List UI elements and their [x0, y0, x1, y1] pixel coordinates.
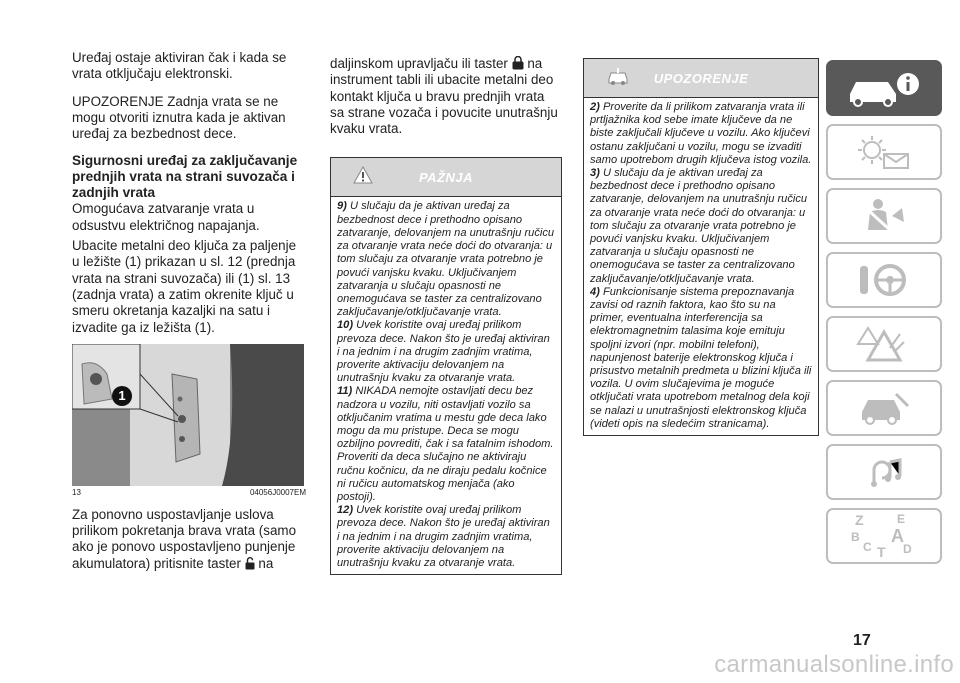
warning-box: [583, 58, 819, 436]
note: 3) U slučaju da je aktivan uređaj za bezbednost dece i prethodno opisano zatvaranje, delovanjem na unutrašnju ručicu za otvaranje vrata neće doći do otvaranja: u tom slučaju za otvaranje vrata potrebno je povući vanjsku kvaku. Uključivanjem zatvaranja u slučaju opasnosti ne onemogućava se taster za centralizovano zaključavanje/otključavanje vrata.: [590, 167, 808, 285]
index-icon: Z E B A C T D: [851, 512, 912, 560]
road-hazard-icon: [854, 324, 914, 364]
note: 9) U slučaju da je aktivan uređaj za bezbednost dece i prethodno opisano zatvaranje, delovanjem na unutrašnju ručicu za otvaranje vrata neće doći do otvaranja: u tom slučaju za otvaranje vrata potrebno je povući vanjsku kvaku. Uključivanjem zatvaranja u slučaju opasnosti ne onemogućava se taster za centralizovano zaključavanje/otključavanje vrata.: [337, 200, 555, 319]
note: 10) Uvek koristite ovaj uređaj prilikom prevoza dece. Nakon što je uređaj aktiviran i na jednim i na drugim zadnjim vratima, proverite aktivaciju delovanjem na unutrašnju kvaku za otvaranje vrata.: [337, 319, 550, 385]
audio-connectivity-icon: [854, 452, 914, 492]
note: 12) Uvek koristite ovaj uređaj prilikom prevoza dece. Nakon što je uređaj aktiviran i na jednim i na drugim zadnjim vratima, proverite aktivaciju delovanjem na unutrašnju kvaku za otvaranje vrata.: [337, 504, 550, 569]
tab-driving[interactable]: [826, 252, 942, 308]
note: 2) Proverite da li prilikom zatvaranja vrata ili prtljažnika kod sebe imate ključeve da ne biste zaključali ključeve u vozilu. Ako ključevi ostanu zaključani u vozilu, mogu se izvaditi samo upotrebom drugih ključeva istog vozila.: [590, 101, 812, 166]
note: 11) NIKADA nemojte ostavljati decu bez nadzora u vozilu, niti ostavljati vozilo sa otključanim vratima u mestu gde deca lako mogu da mu pristupe. Deca se mogu ozbiljno povrediti, čak i sa fatalnim ishodom. Proveriti da deca slučajno ne aktiviraju ručnu kočnicu, da ne diraju pedalu kočnice ni ručicu automatskog menjača (ako postoji).: [337, 385, 554, 503]
note: 4) Funkcionisanje sistema prepoznavanja zavisi od raznih faktora, kao što su na primer, eventualna interferencija sa elektromagnetnim talasima koje emituju spoljni izvori (npr. mobilni telefoni), napunjenost baterije elektronskog ključa i prisustvo metalnih predmeta u blizini ključa ili vozila. U ovim slučajevima je moguće otključati vrata upotrebom metalnog dela koji se nalazi u unutrašnjosti elektronskog ključa (videti opis na sledećim stranicama).: [590, 285, 812, 430]
callout-1: 1: [112, 386, 132, 406]
paragraph: daljinskom upravljaču ili taster na instrument tabli ili ubacite metalni deo kontakt ključa u bravu prednjih vrata sa strane vozača i povucite unutrašnju kvaku vrata.: [330, 56, 558, 137]
paragraph: Uređaj ostaje aktiviran čak i kada se vrata otključaju elektronski.: [72, 50, 287, 82]
caution-header: [331, 158, 561, 197]
tab-car-info[interactable]: [826, 60, 942, 116]
caution-title: PAŽNJA: [418, 170, 474, 186]
tab-service[interactable]: [826, 380, 942, 436]
lock-icon: [512, 56, 524, 70]
tab-emergency[interactable]: [826, 316, 942, 372]
seat-belt-icon: [854, 196, 914, 236]
chapter-tabs: [826, 60, 942, 572]
figure-door-lock: [72, 344, 304, 486]
tab-warning-lights[interactable]: [826, 124, 942, 180]
unlock-icon: [245, 557, 255, 570]
caution-body: [331, 197, 561, 574]
caution-box: [330, 157, 562, 575]
door-lock-illustration: [72, 344, 304, 486]
car-service-icon: [854, 388, 914, 428]
paragraph: Ubacite metalni deo ključa za paljenje u ležište (1) prikazan u sl. 12 (prednja vrata na strani suvozača) ili (1) sl. 13 (zadnja vrata) a zatim okrenite ključ u smeru okretanja kazaljki na satu i izvadite ga iz ležišta (1).: [72, 238, 297, 335]
figure-code: 04056J0007EM: [249, 487, 306, 497]
footer-watermark: carmanualsonline.info: [714, 651, 954, 678]
car-info-icon: [844, 68, 924, 108]
warning-header: [584, 59, 818, 98]
figure-caption: [72, 488, 306, 497]
warning-body: [584, 98, 818, 435]
column-right: [583, 58, 819, 436]
column-left: [72, 50, 306, 572]
steering-wheel-icon: [854, 260, 914, 300]
paragraph: Omogućava zatvaranje vrata u odsustvu električnog napajanja.: [72, 201, 260, 233]
paragraph: Za ponovno uspostavljanje uslova prilikom pokretanja brava vrata (samo ako je ponovo uspostavljeno punjenje akumulatora) pritisnite taster na: [72, 506, 297, 571]
page-number: 17: [853, 632, 871, 649]
warning-title: UPOZORENJE: [653, 71, 749, 86]
figure-number: 13: [72, 487, 81, 497]
paragraph-warning: UPOZORENJE Zadnja vrata se ne mogu otvoriti iznutra kada je aktivan uređaj za bezbednost dece.: [72, 93, 286, 142]
column-middle: [330, 56, 562, 575]
tab-multimedia[interactable]: [826, 444, 942, 500]
tab-index[interactable]: [826, 508, 942, 564]
warning-lights-icon: [854, 132, 914, 172]
section-heading: Sigurnosni uređaj za zaključavanje prednjih vrata na strani suvozača i zadnjih vrata: [72, 153, 298, 201]
tab-safety[interactable]: [826, 188, 942, 244]
